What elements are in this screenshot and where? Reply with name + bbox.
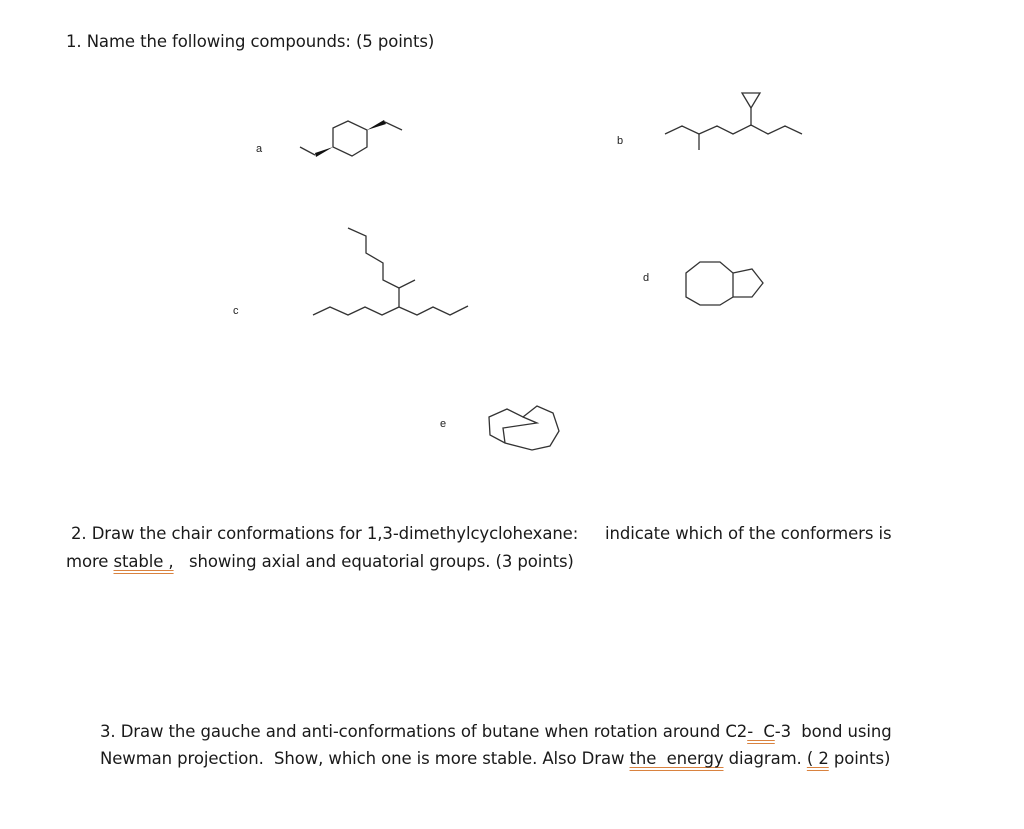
- wedge-bond-right: [367, 120, 386, 130]
- spellcheck-flag-the-energy[interactable]: the energy: [629, 749, 724, 768]
- compound-label-c: c: [233, 305, 239, 317]
- compound-label-d: d: [643, 272, 650, 284]
- structure-b: [665, 93, 802, 150]
- compound-label-e: e: [440, 418, 447, 430]
- compound-label-a: a: [256, 143, 263, 155]
- question-2-text-more: more: [66, 552, 114, 571]
- question-3-text-points: points): [828, 749, 891, 768]
- compound-label-b: b: [617, 135, 624, 147]
- structure-d: [686, 262, 763, 305]
- question-3-line-2: [100, 745, 890, 772]
- wedge-bond-left: [315, 147, 333, 157]
- question-3-line-1: [100, 718, 892, 745]
- question-3-text-bond: -3 bond using: [774, 722, 892, 741]
- spellcheck-flag-stable[interactable]: stable ,: [113, 552, 174, 571]
- question-2-line-1-part-1: 2. Draw the chair conformations for 1,3-dimethylcyclohexane:: [71, 524, 579, 543]
- structure-c: [313, 228, 468, 315]
- question-3-text-start: 3. Draw the gauche and anti-conformations of butane when rotation around C2: [100, 722, 748, 741]
- question-2-line-2: [66, 548, 574, 575]
- question-2-line-1-part-2: indicate which of the conformers is: [605, 524, 892, 543]
- structure-a: [300, 121, 402, 156]
- question-2-text-rest: showing axial and equatorial groups. (3 points): [173, 552, 574, 571]
- structure-e: [489, 406, 559, 450]
- question-1-title: 1. Name the following compounds: (5 points): [66, 32, 435, 51]
- spellcheck-flag-points[interactable]: ( 2: [806, 749, 829, 768]
- question-3-text-newman: Newman projection. Show, which one is more stable. Also Draw: [100, 749, 630, 768]
- question-3-text-diagram: diagram.: [723, 749, 807, 768]
- spellcheck-flag-c2-c3[interactable]: - C: [747, 722, 775, 741]
